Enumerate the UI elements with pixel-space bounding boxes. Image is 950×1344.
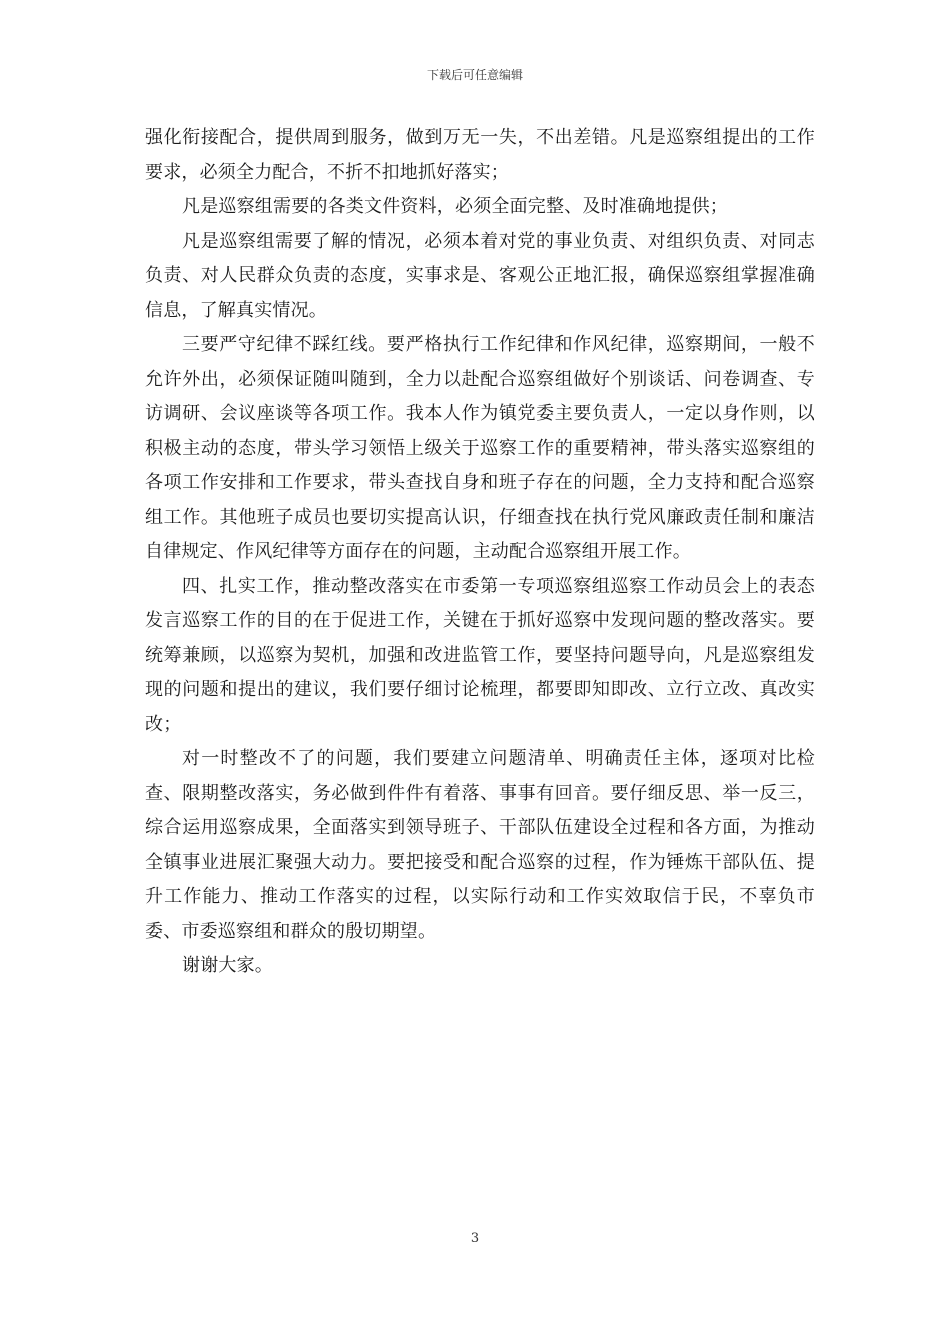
body-paragraph: 三要严守纪律不踩红线。要严格执行工作纪律和作风纪律，巡察期间，一般不允许外出，必须保证随叫随到，全力以赴配合巡察组做好个别谈话、问卷调查、专访调研、会议座谈等各项工作。我本人作为镇党委主要负责人，一定以身作则，以积极主动的态度，带头学习领悟上级关于巡察工作的重要精神，带头落实巡察组的各项工作安排和工作要求，带头查找自身和班子存在的问题，全力支持和配合巡察组工作。其他班子成员也要切实提高认识，仔细查找在执行党风廉政责任制和廉洁自律规定、作风纪律等方面存在的问题，主动配合巡察组开展工作。 xyxy=(145,334,815,562)
body-paragraph: 凡是巡察组需要了解的情况，必须本着对党的事业负责、对组织负责、对同志负责、对人民群众负责的态度，实事求是、客观公正地汇报，确保巡察组掌握准确信息，了解真实情况。 xyxy=(145,230,815,321)
document-body xyxy=(145,121,815,984)
closing-paragraph: 谢谢大家。 xyxy=(182,955,273,976)
body-paragraph: 四、扎实工作，推动整改落实在市委第一专项巡察组巡察工作动员会上的表态发言巡察工作的目的在于促进工作，关键在于抓好巡察中发现问题的整改落实。要统筹兼顾，以巡察为契机，加强和改进监管工作，要坚持问题导向，凡是巡察组发现的问题和提出的建议，我们要仔细讨论梳理，都要即知即改、立行立改、真改实改； xyxy=(145,575,815,735)
page-header: 下载后可任意编辑 xyxy=(426,68,523,82)
page-number: 3 xyxy=(470,1231,480,1246)
body-paragraph: 凡是巡察组需要的各类文件资料，必须全面完整、及时准确地提供； xyxy=(182,196,728,217)
body-paragraph: 对一时整改不了的问题，我们要建立问题清单、明确责任主体，逐项对比检查、限期整改落实，务必做到件件有着落、事事有回音。要仔细反思、举一反三，综合运用巡察成果，全面落实到领导班子、干部队伍建设全过程和各方面，为推动全镇事业进展汇聚强大动力。要把接受和配合巡察的过程，作为锤炼干部队伍、提升工作能力、推动工作落实的过程，以实际行动和工作实效取信于民，不辜负市委、市委巡察组和群众的殷切期望。 xyxy=(145,748,815,942)
body-paragraph: 强化衔接配合，提供周到服务，做到万无一失，不出差错。凡是巡察组提出的工作要求，必须全力配合，不折不扣地抓好落实； xyxy=(145,127,815,183)
